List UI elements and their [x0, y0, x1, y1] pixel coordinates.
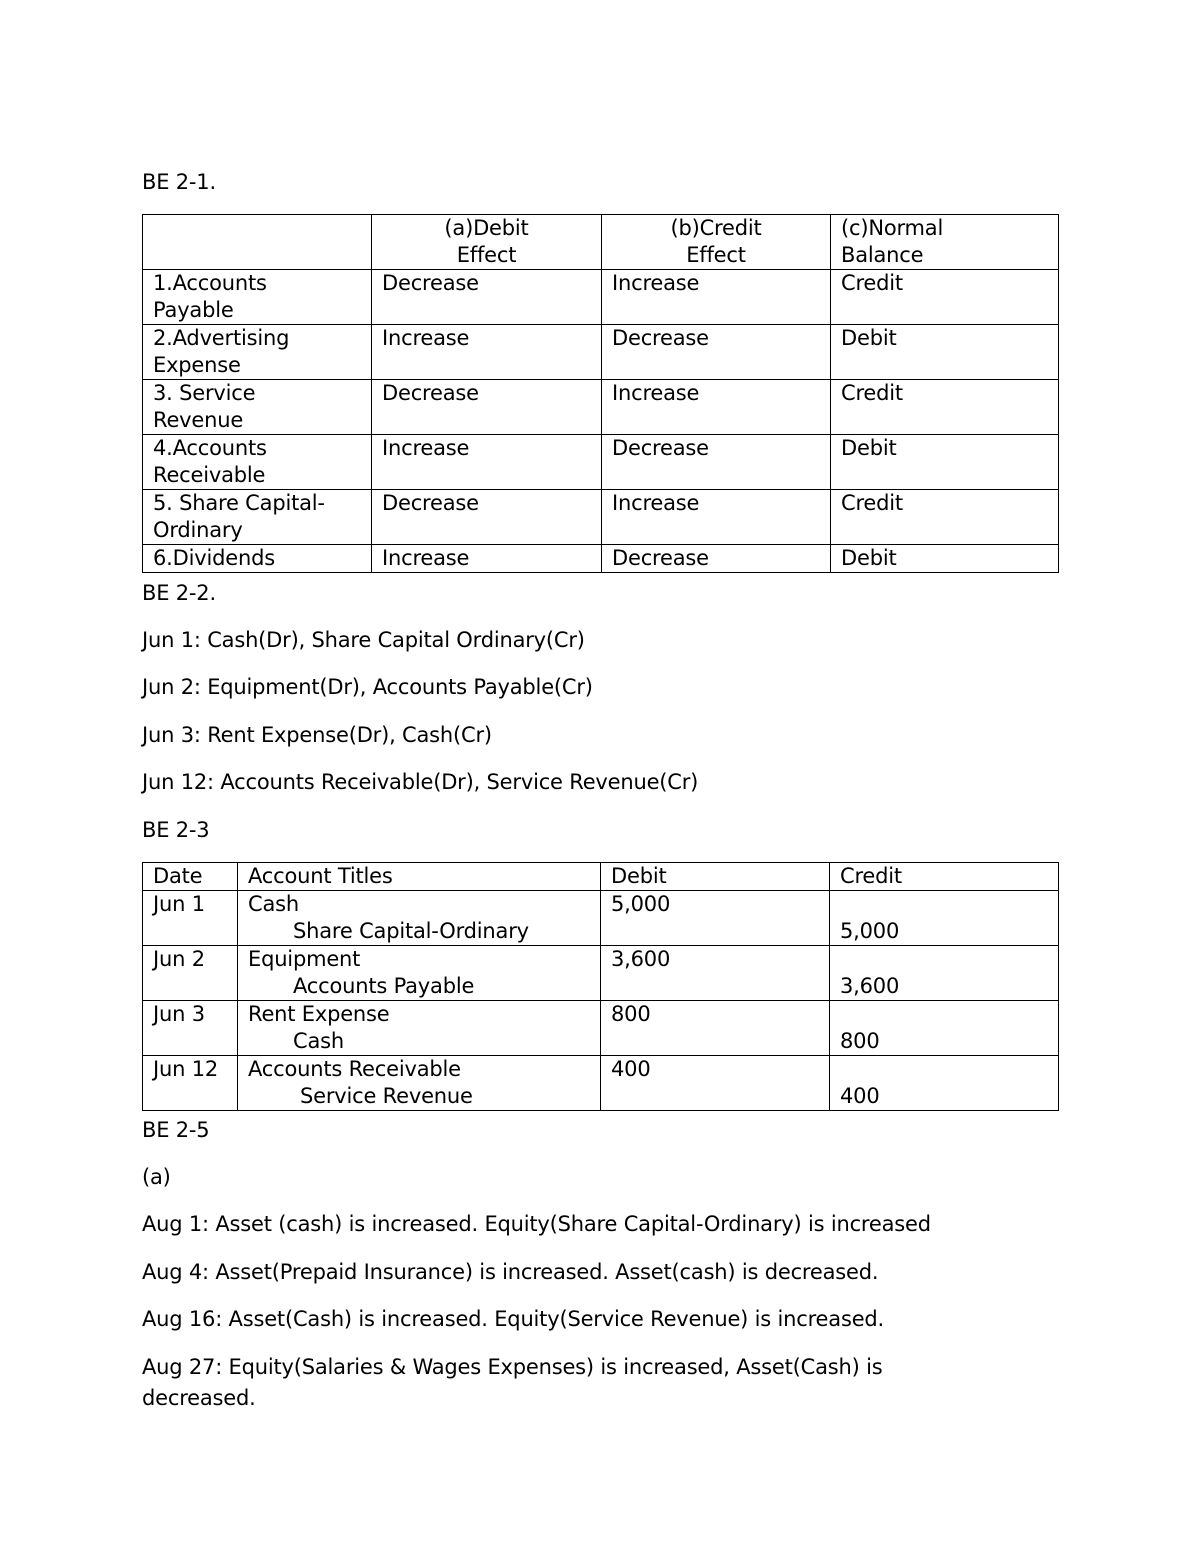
account-titles-cell: Equipment Accounts Payable	[238, 946, 601, 1001]
credit-cell: 800	[830, 1001, 1059, 1056]
account-titles-cell: Rent Expense Cash	[238, 1001, 601, 1056]
be23-journal-table	[142, 862, 1059, 1111]
debit-effect-cell: Increase	[372, 545, 602, 573]
be25-line: Aug 4: Asset(Prepaid Insurance) is increased. Asset(cash) is decreased.	[142, 1260, 879, 1284]
account-cell: 1.Accounts Payable	[143, 270, 372, 325]
credit-effect-cell: Increase	[602, 490, 831, 545]
debit-cell: 400	[601, 1056, 830, 1111]
be21-table	[142, 214, 1059, 573]
account-cell: 5. Share Capital- Ordinary	[143, 490, 372, 545]
debit-effect-cell: Decrease	[372, 380, 602, 435]
credit-cell: 5,000	[830, 891, 1059, 946]
table-row	[143, 325, 1059, 380]
debit-effect-cell: Increase	[372, 435, 602, 490]
table-row	[143, 1001, 1059, 1056]
table-row	[143, 270, 1059, 325]
date-cell: Jun 12	[143, 1056, 238, 1111]
be25-heading: BE 2-5	[142, 1118, 210, 1142]
be23-heading: BE 2-3	[142, 818, 210, 842]
debit-effect-cell: Decrease	[372, 490, 602, 545]
credit-effect-cell: Increase	[602, 380, 831, 435]
be25-part-label: (a)	[142, 1165, 171, 1189]
be21-header-row	[143, 215, 1059, 270]
be23-header-row	[143, 863, 1059, 891]
be21-header-normal-balance: (c)Normal Balance	[831, 215, 1059, 270]
table-row	[143, 490, 1059, 545]
be22-heading: BE 2-2.	[142, 581, 216, 605]
be22-line: Jun 2: Equipment(Dr), Accounts Payable(Cr)	[142, 675, 593, 699]
date-cell: Jun 1	[143, 891, 238, 946]
debit-cell: 5,000	[601, 891, 830, 946]
table-row	[143, 946, 1059, 1001]
be21-header-credit-effect: (b)Credit Effect	[602, 215, 831, 270]
credit-effect-cell: Increase	[602, 270, 831, 325]
be25-line: Aug 27: Equity(Salaries & Wages Expenses) is increased, Asset(Cash) is	[142, 1355, 883, 1379]
normal-balance-cell: Debit	[831, 545, 1059, 573]
header-date: Date	[143, 863, 238, 891]
be22-line: Jun 3: Rent Expense(Dr), Cash(Cr)	[142, 723, 492, 747]
be21-heading: BE 2-1.	[142, 170, 216, 194]
debit-effect-cell: Increase	[372, 325, 602, 380]
be25-line-continued: decreased.	[142, 1386, 256, 1410]
credit-effect-cell: Decrease	[602, 435, 831, 490]
table-row	[143, 1056, 1059, 1111]
normal-balance-cell: Credit	[831, 270, 1059, 325]
header-debit: Debit	[601, 863, 830, 891]
credit-effect-cell: Decrease	[602, 545, 831, 573]
be22-line: Jun 12: Accounts Receivable(Dr), Service Revenue(Cr)	[142, 770, 699, 794]
account-cell: 4.Accounts Receivable	[143, 435, 372, 490]
normal-balance-cell: Credit	[831, 380, 1059, 435]
normal-balance-cell: Debit	[831, 435, 1059, 490]
be22-line: Jun 1: Cash(Dr), Share Capital Ordinary(Cr)	[142, 628, 585, 652]
account-cell: 3. Service Revenue	[143, 380, 372, 435]
table-row	[143, 435, 1059, 490]
date-cell: Jun 2	[143, 946, 238, 1001]
header-account-titles: Account Titles	[238, 863, 601, 891]
credit-effect-cell: Decrease	[602, 325, 831, 380]
account-titles-cell: Cash Share Capital-Ordinary	[238, 891, 601, 946]
account-titles-cell: Accounts Receivable Service Revenue	[238, 1056, 601, 1111]
debit-cell: 3,600	[601, 946, 830, 1001]
debit-effect-cell: Decrease	[372, 270, 602, 325]
be21-header-debit-effect: (a)Debit Effect	[372, 215, 602, 270]
debit-cell: 800	[601, 1001, 830, 1056]
table-row	[143, 891, 1059, 946]
account-cell: 6.Dividends	[143, 545, 372, 573]
account-cell: 2.Advertising Expense	[143, 325, 372, 380]
normal-balance-cell: Debit	[831, 325, 1059, 380]
header-credit: Credit	[830, 863, 1059, 891]
credit-cell: 400	[830, 1056, 1059, 1111]
be21-header-blank	[143, 215, 372, 270]
credit-cell: 3,600	[830, 946, 1059, 1001]
normal-balance-cell: Credit	[831, 490, 1059, 545]
be25-line: Aug 1: Asset (cash) is increased. Equity(Share Capital-Ordinary) is increased	[142, 1212, 931, 1236]
date-cell: Jun 3	[143, 1001, 238, 1056]
be25-line: Aug 16: Asset(Cash) is increased. Equity(Service Revenue) is increased.	[142, 1307, 885, 1331]
table-row	[143, 380, 1059, 435]
table-row	[143, 545, 1059, 573]
